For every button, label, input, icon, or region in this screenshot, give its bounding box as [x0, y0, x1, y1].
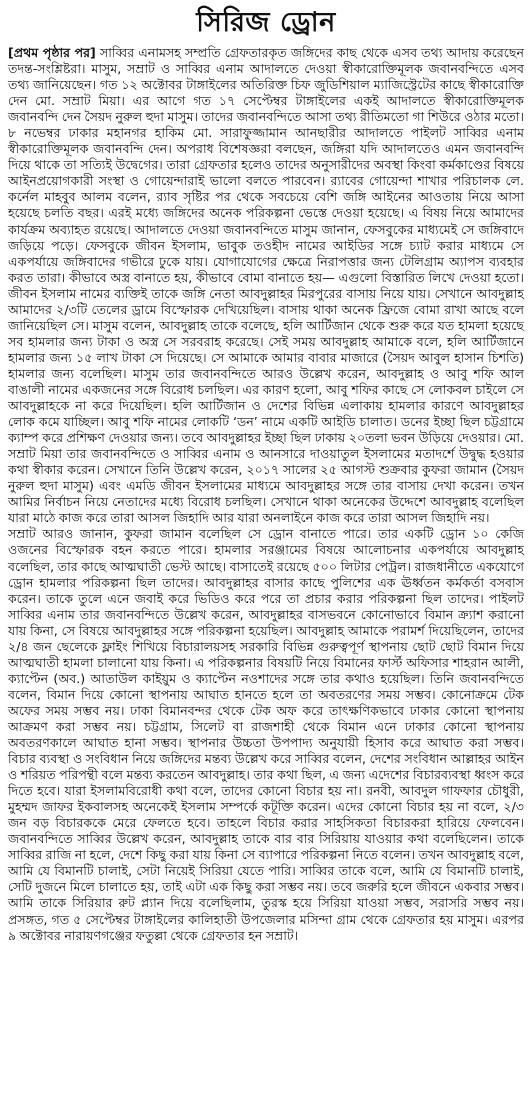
continuation-tag: [প্রথম পৃষ্ঠার পর]: [8, 45, 96, 60]
headline: সিরিজ ড্রোন: [196, 7, 336, 38]
article-paragraph-2: [8, 526, 524, 943]
paragraph-2-text: সম্রাট আরও জানান, কুফরা জামান বলেছিল সে ড্রোন বানাতে পারে। তার একটি ড্রোন ১০ কেজি ওজনের বিস্ফোরক বহন করতে পারে। হামলার সরঞ্জামের বিষয়ে আলোচনার একপর্যায়ে আবদুল্লাহ বলেছিল, তার কাছে আত্মঘাতী ভেস্ট আছে। বাসাতেই রয়েছে ৫০০ লিটার পেট্রল। রাজধানীতে একযোগে ড্রোন হামলার পরিকল্পনা ছিল তাদের। আবদুল্লাহর বাসার কাছে পুলিশের এক ঊর্ধ্বতন কর্মকর্তা বসবাস করেন। তাকে তুলে এনে জবাই করে ভিডিও করে পরে তা প্রচার করার পরিকল্পনা ছিল তাদের। পাইলট সাব্বির এনাম তার জবানবন্দিতে উল্লেখ করেন, আবদুল্লাহর বাসভবনে কোনোভাবে বিমান ক্র্যাশ করানো যায় কিনা, সে বিষয়ে আবদুল্লাহর সঙ্গে পরিকল্পনা হয়েছিল। আবদুল্লাহ আমাকে পরামর্শ দিয়েছিলেন, তাদের ২/৪ জন ছেলেকে ফ্লাইং শিখিয়ে বিচারালয়সহ সরকারি বিভিন্ন গুরুত্বপূর্ণ স্থাপনায় ছোট ছোট বিমান দিয়ে আত্মঘাতী হামলা চালানো যায় কিনা। এ পরিকল্পনার বিষয়টি নিয়ে বিমানের ফার্স্ট অফিসার শাহরান আলী, ক্যাপ্টেন (অব.) আতাউল কাইয়ুম ও ক্যাপ্টেন নওশাদের সঙ্গে তার কথাও হয়েছিল। তিনি জবানবন্দিতে বলেন, বিমান দিয়ে কোনো স্থাপনায় আঘাত হানতে হলে তা অবতরণের সময় সম্ভব। কোনোক্রমে টেক অফের সময় সম্ভব নয়। ঢাকা বিমানবন্দর থেকে টেক অফ করে তাৎক্ষণিকভাবে ঢাকার কোনো স্থাপনায় আক্রমণ করা সম্ভব নয়। চট্টগ্রাম, সিলেট বা রাজশাহী থেকে বিমান এনে ঢাকার কোনো স্থাপনায় অবতরণকালে আঘাত হানা সম্ভব। স্থাপনার উচ্চতা উপপাদ্য অনুযায়ী হিসাব করে আঘাত করা সম্ভব। বিচার ব্যবস্থা ও সংবিধান নিয়ে জঙ্গিদের মন্তব্য উল্লেখ করে সাব্বির বলেন, দেশের সংবিধান আল্লাহর আইন ও শরিয়ত পরিপন্থী বলে মন্তব্য করতেন আবদুল্লাহ। তার কথা ছিল, এ জন্য এদেশের বিচারব্যবস্থা ধ্বংস করে দিতে হবে। যারা ইসলামবিরোধী কথা বলে, তাদের কোনো বিচার হয় না। রনবী, আবদুল গাফফার চৌধুরী, মুহম্মদ জাফর ইকবালসহ অনেকেই ইসলাম সম্পর্কে কটূক্তি করেন। এদের কোনো বিচার হয় না বলে, ২/৩ জন বড় বিচারককে মেরে ফেলতে হবে। তাহলে বিচার করার সাহসিকতা বিচারকরা হারিয়ে ফেলবেন। জবানবন্দিতে সাব্বির উল্লেখ করেন, আবদুল্লাহ তাকে বার বার সিরিয়ায় যাওয়ার কথা বলেছিলেন। তাকে সাব্বির রাজি না হলে, দেশে কিছু করা যায় কিনা সে ব্যাপারে পরিকল্পনা নিতে বলেন। তখন আবদুল্লাহ বলে, আমি যে বিমানটি চালাই, সেটা নিয়েই সিরিয়া যেতে পারি। সাব্বির তাকে বলে, আমি যে বিমানটি চালাই, সেটি দুজনে মিলে চালাতে হয়, তাই এটা এক কিছু করা সম্ভব নয়। তবে জরুরি হলে জীবনে একবার সম্ভব। আমি তাকে সিরিয়ার রুট প্ল্যান দিয়ে বলেছিলাম, তুরস্ক হয়ে সিরিয়া যাওয়া সম্ভব, সরাসরি সম্ভব নয়। প্রসঙ্গত, গত ৫ সেপ্টেম্বর টাঙ্গাইলের কালিহাতী উপজেলার মসিন্দা গ্রাম থেকে গ্রেফতার হয় মাসুম। এরপর ৯ অক্টোবর নারায়ণগঞ্জের ফতুল্লা থেকে গ্রেফতার হন সম্রাট।: [8, 526, 525, 943]
paragraph-1-text: সাব্বির এনামসহ সম্প্রতি গ্রেফতারকৃত জঙ্গিদের কাছ থেকে এসব তথ্য আদায় করেছেন তদন্ত-সংশ্লিষ্টরা। মাসুম, সম্রাট ও সাব্বির এনাম আদালতে দেওয়া স্বীকারোক্তিমূলক জবানবন্দিতে এসব তথ্য জানিয়েছেন। গত ১২ অক্টোবর টাঙ্গাইলের অতিরিক্ত চিফ জুডিশিয়াল ম্যাজিস্ট্রেটের কাছে স্বীকারোক্তি দেন মো. সম্রাট মিয়া। এর আগে গত ১৭ সেপ্টেম্বর টাঙ্গাইলের একই আদালতে স্বীকারোক্তিমূলক জবানবন্দি দেন সৈয়দ নুরুল হুদা মাসুম। তাদের জবানবন্দিতে আসা তথ্য রীতিমতো গা শিউরে ওঠার মতো। ৮ নভেম্বর ঢাকার মহানগর হাকিম মো. সারাফুজ্জামান আনছারীর আদালতে পাইলট সাব্বির এনাম স্বীকারোক্তিমূলক জবানবন্দি দেন। অপরাধ বিশেষজ্ঞরা বলছেন, জঙ্গিরা যদি আদালতেও এমন জবানবন্দি দিয়ে থাকে তা সত্যিই উদ্বেগের। তারা গ্রেফতার হলেও তাদের অনুসারীদের অবস্থা কিংবা কর্মকাণ্ডের বিষয়ে আইনপ্রয়োগকারী সংস্থা ও গোয়েন্দারাই ভালো বলতে পারবেন। র‌্যাবের গোয়েন্দা শাখার পরিচালক লে. কর্নেল মাহবুব আলম বলেন, র‌্যাব সৃষ্টির পর থেকে সবচেয়ে বেশি জঙ্গি আইনের আওতায় নিয়ে আসা হয়েছে চলতি বছর। এরই মধ্যে জঙ্গিদের অনেক পরিকল্পনা ভেস্তে দেওয়া হয়েছে। এ বিষয় নিয়ে আমাদের কার্যক্রম অব্যাহত রয়েছে। আদালতে দেওয়া জবানবন্দিতে মাসুম জানান, ফেসবুকের মাধ্যমেই সে জঙ্গিবাদে জড়িয়ে পড়ে। ফেসবুকে জীবন ইসলাম, ভাবুক তওহীদ নামের আইডির সঙ্গে চ্যাট করার মাধ্যমে সে একপর্যায়ে জঙ্গিবাদের গভীরে ঢুকে যায়। যোগাযোগের ক্ষেত্রে নিরাপত্তার জন্য টেলিগ্রাম অ্যাপস ব্যবহার করত তারা। কীভাবে অস্ত্র বানাতে হয়, কীভাবে বোমা বানাতে হয়— এগুলো বিস্তারিত লিখে দেওয়া হতো। জীবন ইসলাম নামের ব্যক্তিই তাকে জঙ্গি নেতা আবদুল্লাহর মিরপুরের বাসায় নিয়ে যায়। সেখানে আবদুল্লাহ আমাদের ২/৩টি তেলের ড্রামে বিস্ফোরক দেখিয়েছিল। বাসায় থাকা অনেক ফ্রিজে বোমা রাখা আছে বলে জানিয়েছিল সে। মাসুম বলেন, আবদুল্লাহ তাকে বলেছে, হলি আর্টিজান থেকে শুরু করে যত হামলা হয়েছে সব হামলার জন্য টাকা ও অস্ত্র সে সরবরাহ করেছে। সেই সময় আবদুল্লাহ আমাকে বলে, হলি আর্টিজানে হামলার জন্য ১৫ লাখ টাকা সে দিয়েছে। সে আমাকে আমার বাবার মাজারে (সৈয়দ আবুল হাসান চিশতি) হামলার জন্য বলেছিল। মাসুম তার জবানবন্দিতে আরও উল্লেখ করেন, আবদুল্লাহ ও আবু শফি আল বাঙালী নামের একজনের সঙ্গে বিরোধ চলছিল। এর কারণ হলো, আবু শফির কাছে সে লোকবল চাইলে সে আবদুল্লাহকে না করে দিয়েছিল। হলি আর্টিজান ও দেশের বিভিন্ন এলাকায় হামলার কারণে আবদুল্লাহর লোক কমে যাচ্ছিল। আবু শফি নামের লোকটি ‘ডন’ নামে একটি আইডি চালাত। ডনের ইচ্ছা ছিল চট্টগ্রামে ক্যাম্প করে প্রশিক্ষণ দেওয়ার জন্য। তবে আবদুল্লাহর ইচ্ছা ছিল ঢাকায় ২০তলা ভবন উড়িয়ে দেওয়ার। মো. সম্রাট মিয়া তার জবানবন্দিতে ও সাব্বির এনাম ও আনসারে দাওয়াতুল ইসলামের মতাদর্শে উদ্বুদ্ধ হওয়ার কথা স্বীকার করেন। সেখানে তিনি উল্লেখ করেন, ২০১৭ সালের ২৫ আগস্ট শুক্রবার কুফরা জামান (সৈয়দ নুরুল হুদা মাসুম) এবং এমডি জীবন ইসলামের মাধ্যমে আবদুল্লাহর সঙ্গে তার বাসায় দেখা করেন। তখন আমির নির্বাচন নিয়ে নেতাদের মধ্যে বিরোধ চলছিল। সেখানে থাকা অনেকের উদ্দেশে আবদুল্লাহ বলেছিল যারা মাঠে কাজ করে তারা আসল জিহাদি আর যারা অনলাইনে কাজ করে তারা আসল জিহাদি নয়।: [8, 45, 524, 526]
article-paragraph-1: [8, 45, 524, 526]
article-body: [8, 45, 524, 944]
